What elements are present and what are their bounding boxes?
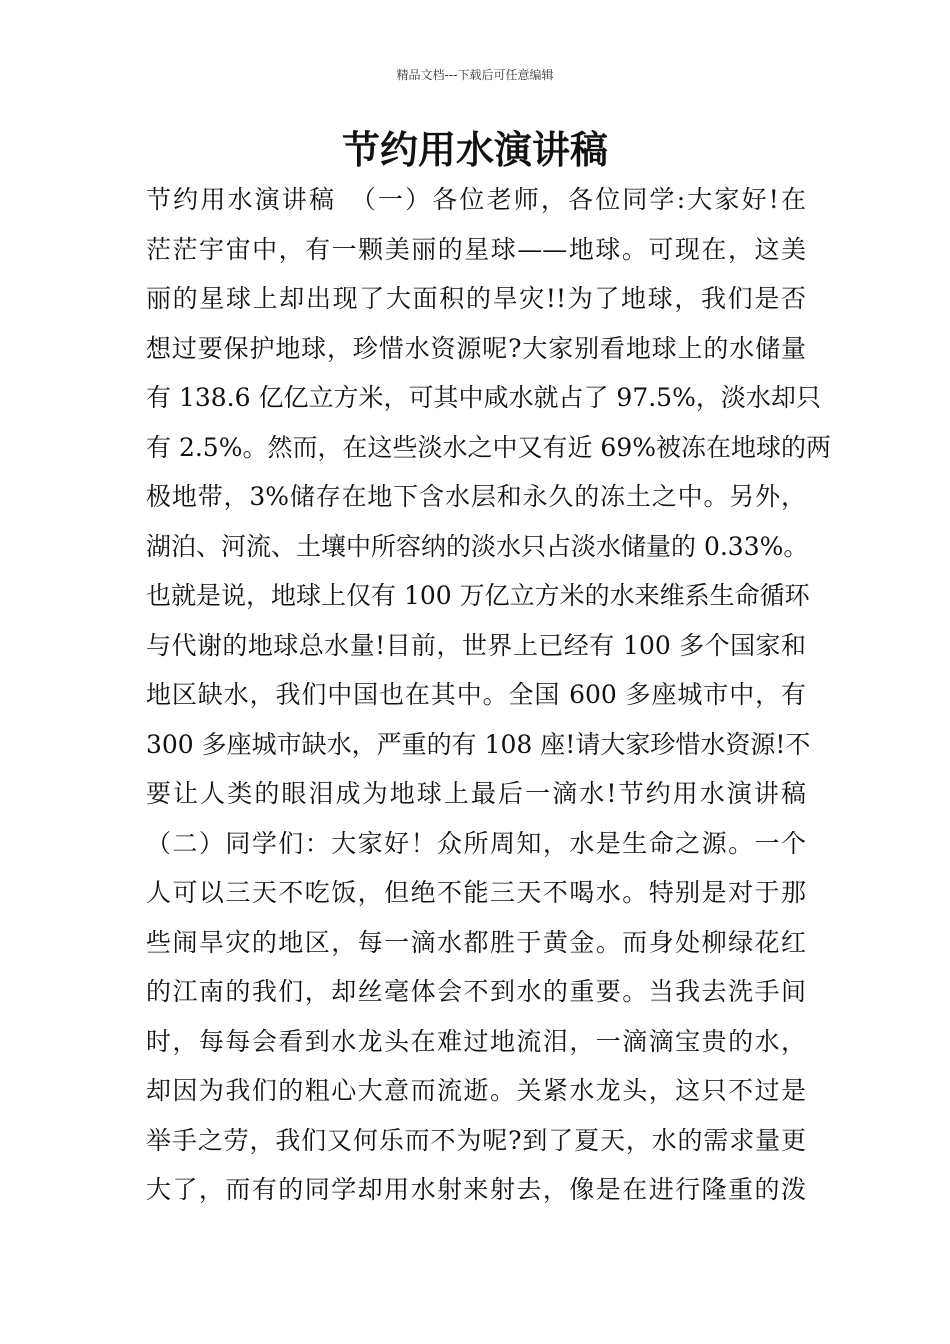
text-line: 却因为我们的粗心大意而流逝。关紧水龙头，这只不过是 bbox=[146, 1076, 806, 1105]
text-line: 与代谢的地球总水量!目前，世界上已经有 100 多个国家和 bbox=[146, 630, 806, 660]
page-header: 精品文档---下载后可任意编辑 bbox=[396, 68, 554, 82]
text-line: 大了，而有的同学却用水射来射去，像是在进行隆重的泼 bbox=[146, 1175, 806, 1204]
text-line: （二）同学们：大家好！众所周知，水是生命之源。一个 bbox=[146, 828, 806, 858]
text-line: 些闹旱灾的地区，每一滴水都胜于黄金。而身处柳绿花红 bbox=[146, 927, 806, 957]
text-line: 丽的星球上却出现了大面积的旱灾!!为了地球，我们是否 bbox=[146, 284, 806, 313]
text-line: 有 2.5%。然而，在这些淡水之中又有近 69%被冻在地球的两 bbox=[146, 432, 831, 462]
body-text bbox=[146, 175, 831, 1215]
text-line: 想过要保护地球，珍惜水资源呢?大家别看地球上的水储量 bbox=[146, 333, 806, 363]
text-line: 节约用水演讲稿 （一）各位老师，各位同学:大家好!在 bbox=[146, 185, 806, 214]
text-line: 时，每每会看到水龙头在难过地流泪，一滴滴宝贵的水， bbox=[146, 1026, 806, 1056]
text-line: 举手之劳，我们又何乐而不为呢?到了夏天，水的需求量更 bbox=[146, 1125, 806, 1155]
text-line: 有 138.6 亿亿立方米，可其中咸水就占了 97.5%，淡水却只 bbox=[146, 383, 821, 412]
text-line: 300 多座城市缺水，严重的有 108 座!请大家珍惜水资源!不 bbox=[146, 729, 811, 759]
text-line: 的江南的我们，却丝毫体会不到水的重要。当我去洗手间 bbox=[146, 977, 806, 1006]
text-line: 地区缺水，我们中国也在其中。全国 600 多座城市中，有 bbox=[146, 680, 806, 709]
text-line: 湖泊、河流、土壤中所容纳的淡水只占淡水储量的 0.33%。 bbox=[146, 531, 809, 561]
text-line: 人可以三天不吃饭，但绝不能三天不喝水。特别是对于那 bbox=[146, 878, 806, 907]
text-line: 极地带，3%储存在地下含水层和永久的冻土之中。另外， bbox=[146, 482, 806, 511]
text-line: 茫茫宇宙中，有一颗美丽的星球——地球。可现在，这美 bbox=[146, 234, 806, 264]
text-line: 要让人类的眼泪成为地球上最后一滴水!节约用水演讲稿 bbox=[146, 779, 806, 808]
text-line: 也就是说，地球上仅有 100 万亿立方米的水来维系生命循环 bbox=[146, 581, 810, 610]
page-title: 节约用水演讲稿 bbox=[341, 128, 608, 172]
